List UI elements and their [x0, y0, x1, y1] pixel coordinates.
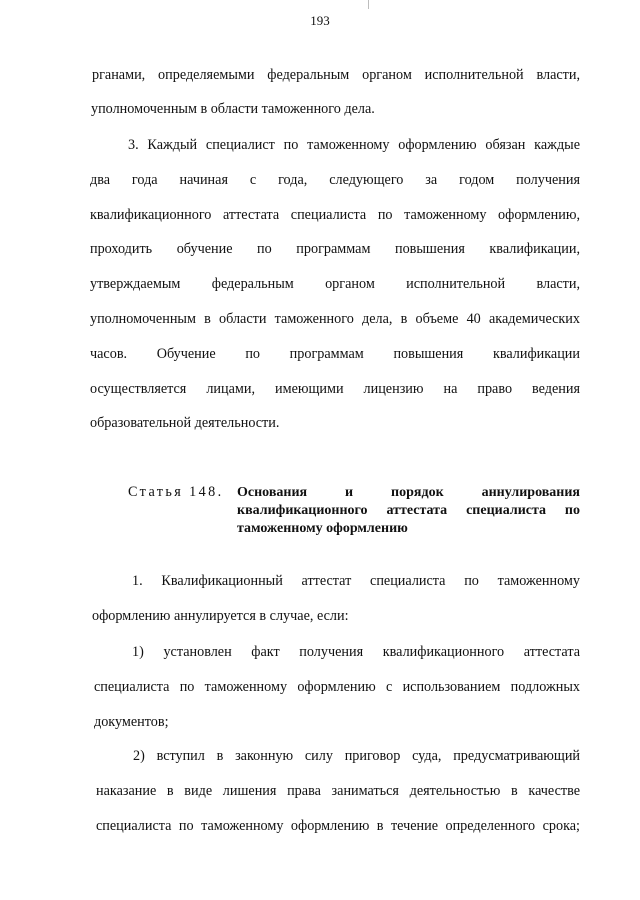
- text-line: наказание в виде лишения права заниматься деятельностью в качестве: [96, 783, 580, 799]
- article-title-line: таможенному оформлению: [237, 521, 408, 536]
- text-line: рганами, определяемыми федеральным органом исполнительной власти,: [92, 67, 580, 83]
- scan-artifact: [368, 0, 369, 9]
- text-line: специалиста по таможенному оформлению с использованием подложных: [94, 679, 580, 695]
- text-line: квалификационного аттестата специалиста по таможенному оформлению,: [90, 207, 580, 223]
- text-line: осуществляется лицами, имеющими лицензию на право ведения: [90, 381, 580, 397]
- article-title-line: квалификационного аттестата специалиста по: [237, 503, 580, 518]
- text-line: проходить обучение по программам повышения квалификации,: [90, 241, 580, 257]
- text-line: специалиста по таможенному оформлению в течение определенного срока;: [96, 818, 580, 834]
- text-line: два года начиная с года, следующего за годом получения: [90, 172, 580, 188]
- page-number: 193: [310, 13, 330, 28]
- text-line: уполномоченным в области таможенного дела.: [91, 101, 375, 117]
- text-line: образовательной деятельности.: [90, 415, 280, 431]
- text-line: 3. Каждый специалист по таможенному оформлению обязан каждые: [128, 137, 580, 153]
- text-line: 1) установлен факт получения квалификационного аттестата: [132, 644, 580, 660]
- article-title-line: Основания и порядок аннулирования: [237, 485, 580, 500]
- text-line: оформлению аннулируется в случае, если:: [92, 608, 349, 624]
- text-line: уполномоченным в области таможенного дела, в объеме 40 академических: [90, 311, 580, 327]
- text-line: 2) вступил в законную силу приговор суда, предусматривающий: [133, 748, 580, 764]
- text-line: утверждаемым федеральным органом исполнительной власти,: [90, 276, 580, 292]
- text-line: часов. Обучение по программам повышения квалификации: [90, 346, 580, 362]
- text-line: документов;: [94, 714, 169, 730]
- article-label: Статья 148.: [128, 484, 224, 500]
- text-line: 1. Квалификационный аттестат специалиста по таможенному: [132, 573, 580, 589]
